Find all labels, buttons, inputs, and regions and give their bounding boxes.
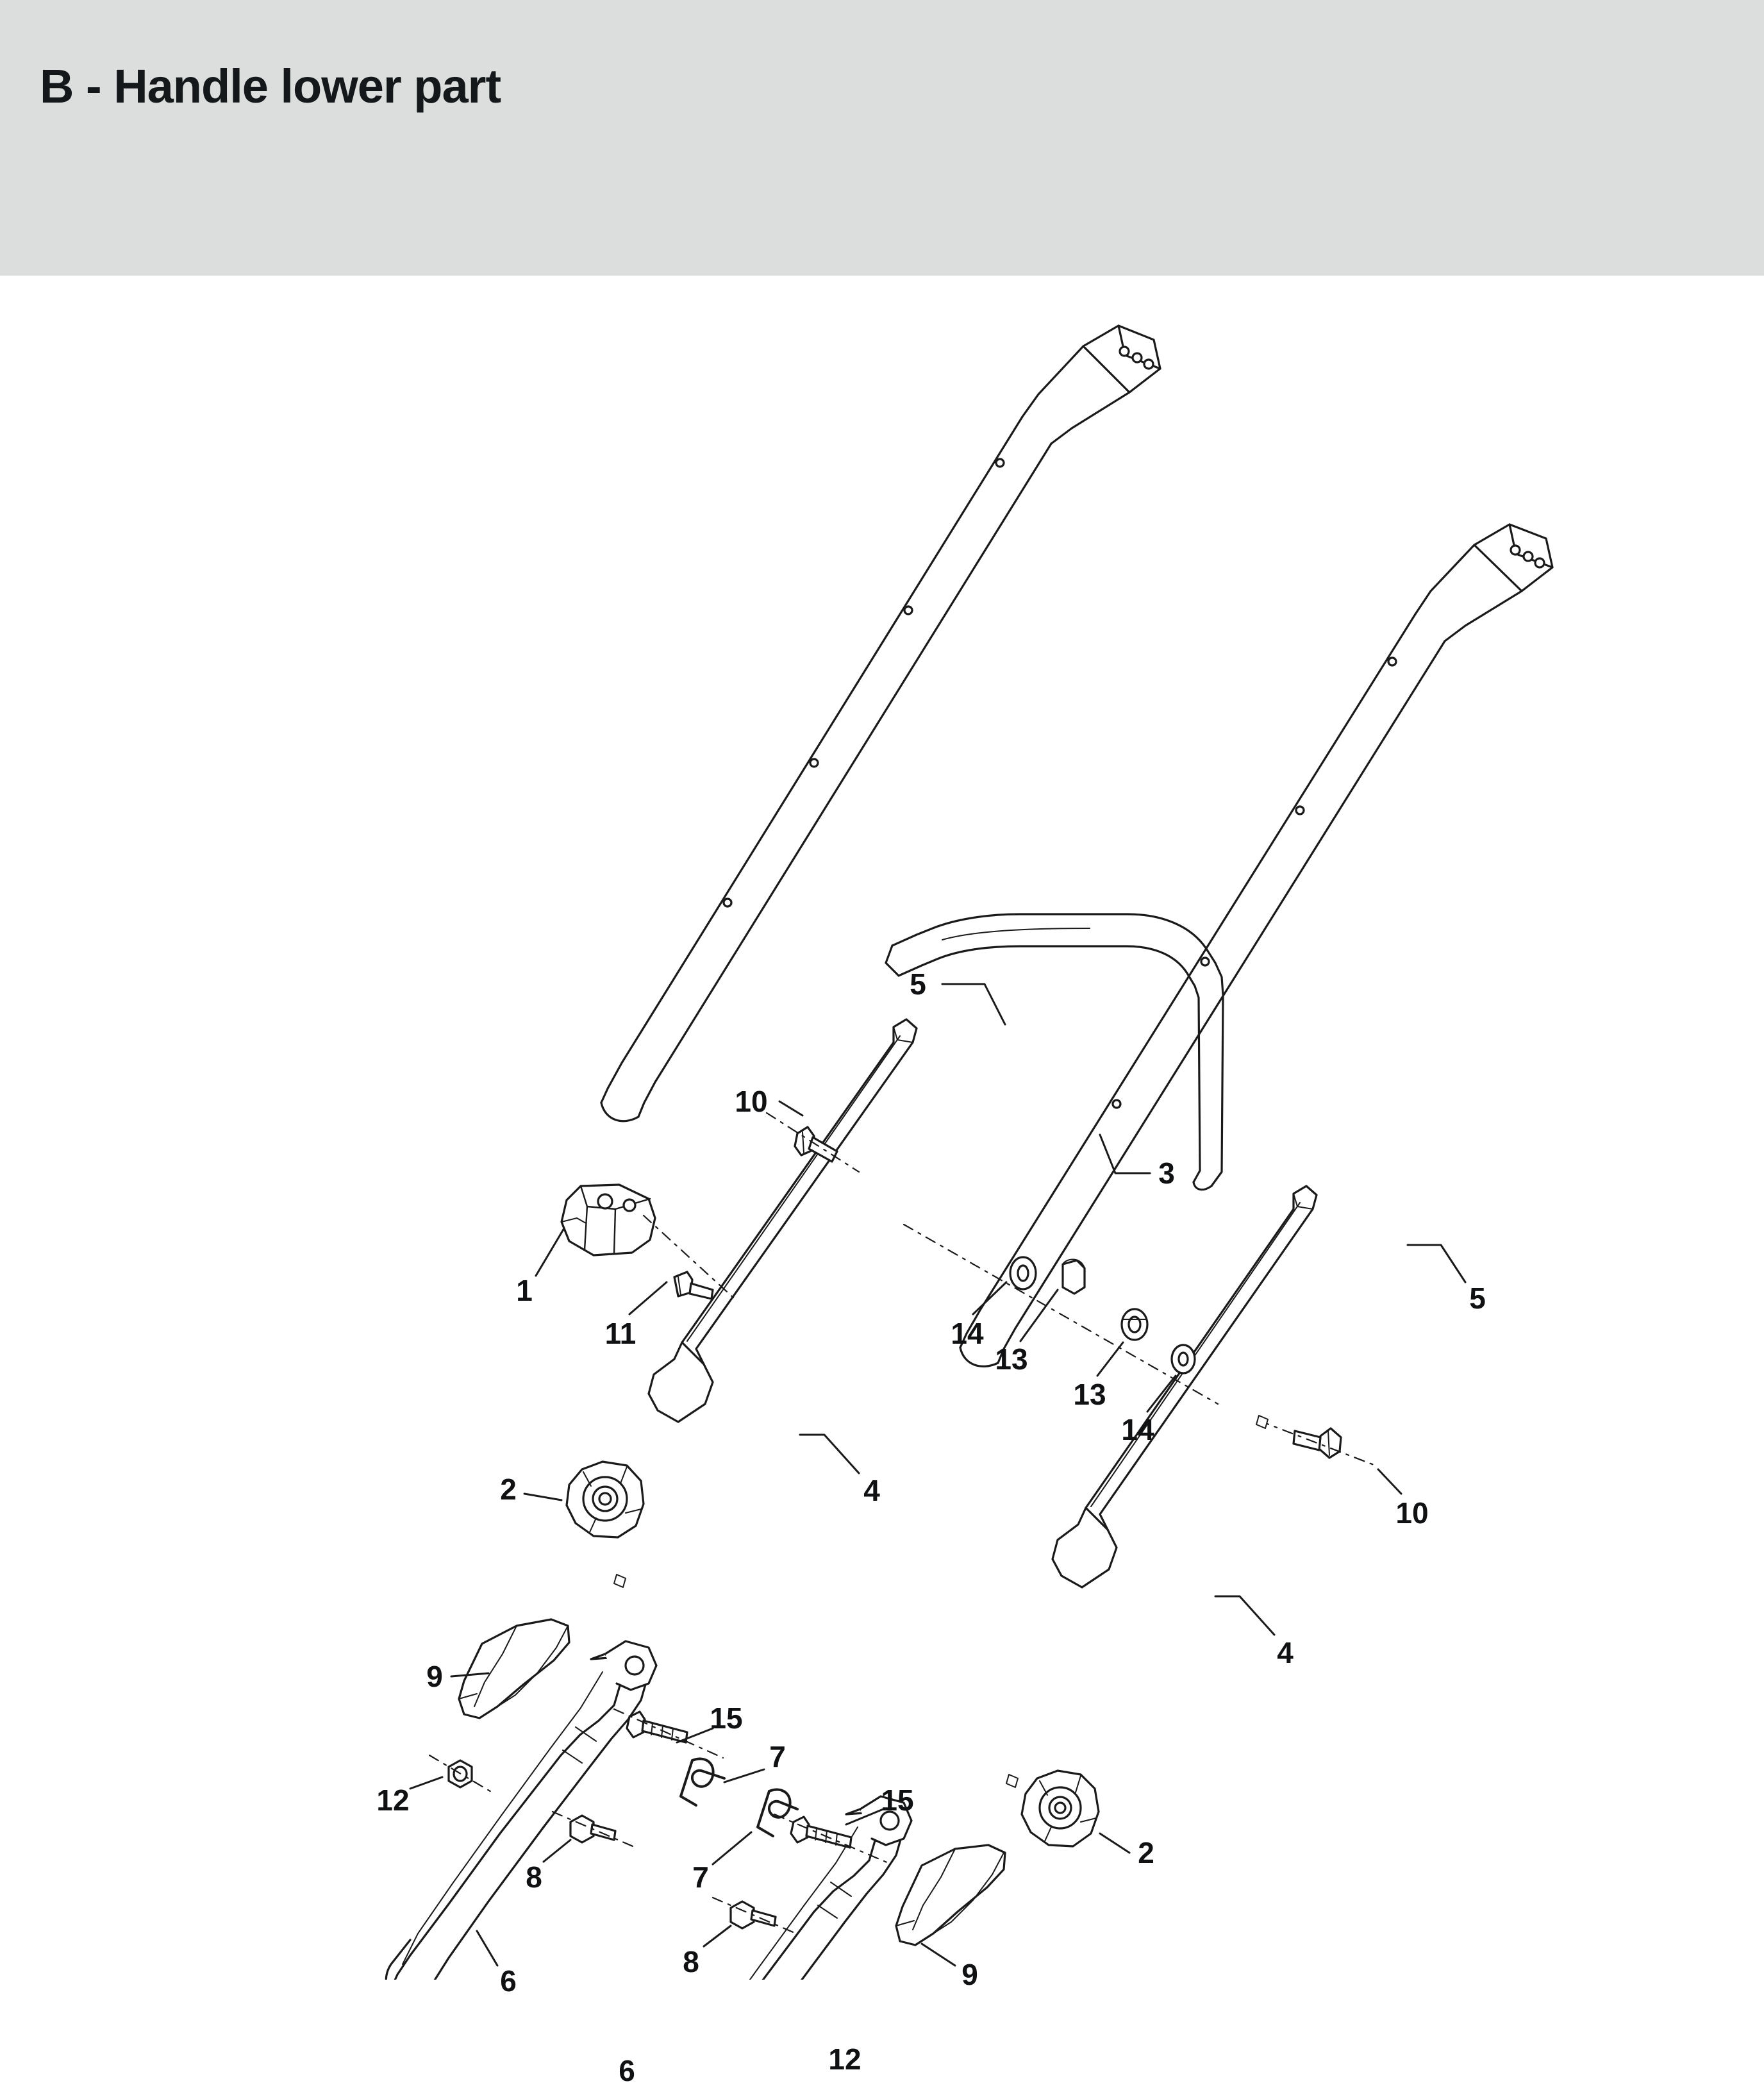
callout-12-right: 12 xyxy=(828,2042,861,2076)
spacer-bush-13-left xyxy=(1063,1259,1085,1294)
spring-clip-left xyxy=(681,1758,724,1805)
callout-13-right: 13 xyxy=(1073,1378,1106,1411)
arm-cover-right xyxy=(896,1845,1005,1945)
callout-5-left: 5 xyxy=(910,967,926,1001)
callout-3: 3 xyxy=(1158,1157,1175,1190)
spacer-bush-13-right xyxy=(1122,1309,1147,1340)
callout-12-left: 12 xyxy=(376,1783,410,1817)
washer-14-left xyxy=(1010,1257,1036,1289)
callout-9-left: 9 xyxy=(426,1660,443,1693)
callout-2-left: 2 xyxy=(500,1473,517,1506)
arm-cover-left xyxy=(459,1619,569,1718)
callout-4-left: 4 xyxy=(863,1474,880,1507)
callout-7-right: 7 xyxy=(692,1860,709,1894)
page-title: B - Handle lower part xyxy=(40,60,501,113)
handle-crossbar xyxy=(886,914,1223,1190)
cable-clamp-bracket xyxy=(562,1185,655,1255)
callout-9-right: 9 xyxy=(961,1958,978,1991)
callout-8-right: 8 xyxy=(683,1945,699,1978)
exploded-diagram-drawing xyxy=(0,276,1764,1980)
callout-7-left: 7 xyxy=(769,1740,786,1773)
pivot-bolt-15-right xyxy=(791,1817,851,1848)
callout-8-left: 8 xyxy=(526,1860,542,1894)
callout-5-right: 5 xyxy=(1469,1282,1486,1315)
callout-2-right: 2 xyxy=(1138,1836,1154,1869)
exploded-diagram xyxy=(0,276,1764,2087)
handle-adjust-knob-right xyxy=(1022,1771,1099,1846)
callout-6-left: 6 xyxy=(500,1964,517,1998)
callout-14-right: 14 xyxy=(1121,1413,1154,1446)
cable-guide-channel-left xyxy=(649,1019,917,1422)
callout-4-right: 4 xyxy=(1277,1636,1294,1669)
small-screw-11 xyxy=(674,1272,713,1299)
callout-6-right: 6 xyxy=(619,2054,635,2087)
callout-15-left: 15 xyxy=(710,1701,743,1735)
washer-14-right xyxy=(1172,1345,1195,1373)
callout-10-left: 10 xyxy=(735,1085,768,1118)
callout-10-right: 10 xyxy=(1395,1496,1429,1530)
header-band xyxy=(0,0,1764,276)
callout-15-right: 15 xyxy=(881,1783,914,1817)
callout-11: 11 xyxy=(604,1317,637,1350)
callout-13-left: 13 xyxy=(995,1342,1028,1376)
callout-14-left: 14 xyxy=(951,1317,984,1350)
shoulder-bolt-right xyxy=(1294,1428,1341,1458)
callout-1: 1 xyxy=(516,1274,533,1307)
handle-lower-tube-left xyxy=(601,326,1160,1121)
handle-adjust-knob-left xyxy=(567,1462,644,1537)
